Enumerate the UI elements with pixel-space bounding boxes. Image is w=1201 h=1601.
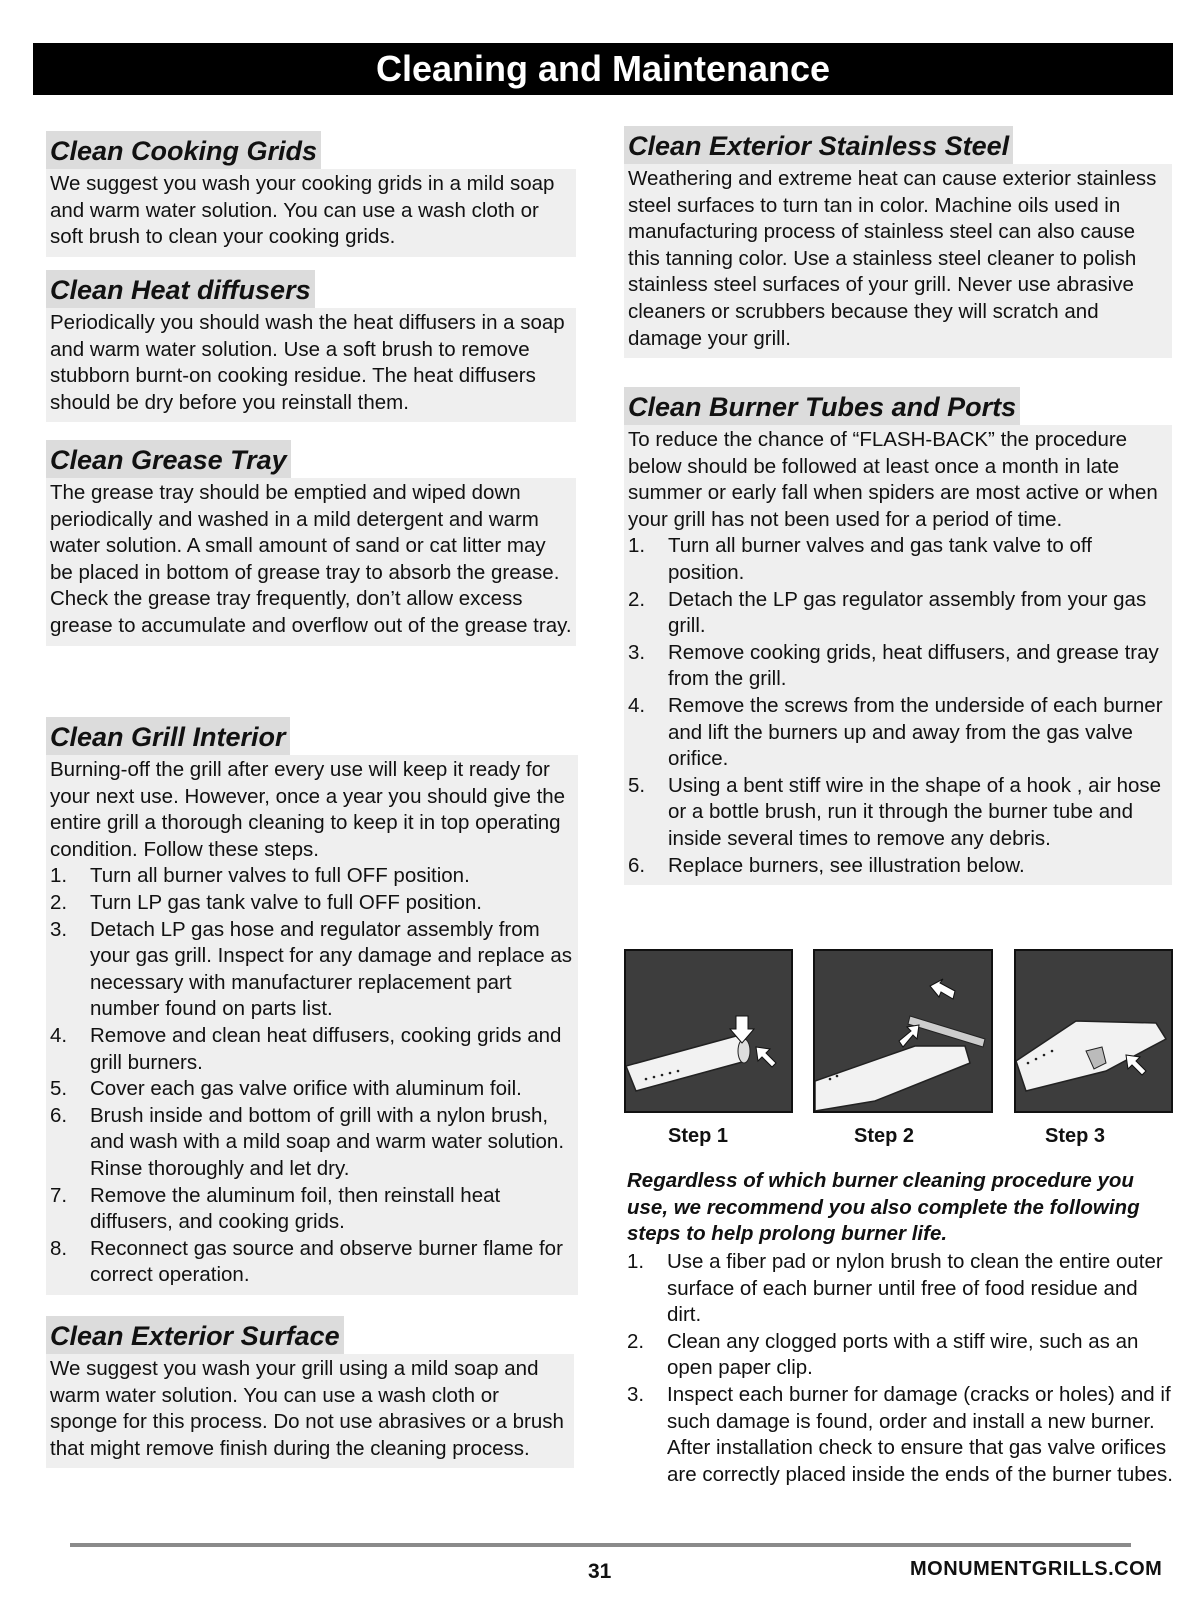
step3-label: Step 3 [1045,1125,1106,1147]
list-item [627,1329,1175,1382]
step-text: Turn all burner valves to full OFF position. [90,864,470,888]
step-number: 6. [50,1103,68,1127]
list-item [50,917,574,1023]
step-number: 2. [627,1329,645,1353]
step-list [628,533,1168,879]
step-text: Detach the LP gas regulator assembly from your gas grill. [668,587,1147,638]
recommendation-list [627,1249,1175,1488]
list-item [627,1249,1175,1329]
step-text: Inspect each burner for damage (cracks or holes) and if such damage is found, order and install a new burner. After installation check to ensure that gas valve orifices are correctly placed inside the ends of the burner tubes. [667,1382,1173,1486]
step-text: Replace burners, see illustration below. [668,853,1025,877]
step-number: 4. [50,1023,68,1047]
section-heading: Clean Burner Tubes and Ports [624,387,1020,425]
section-text: We suggest you wash your cooking grids in a mild soap and warm water solution. You can use a wash cloth or soft brush to clean your cooking grids. [50,172,555,249]
section-body [46,169,576,257]
step-text: Detach LP gas hose and regulator assembly from your gas grill. Inspect for any damage and replace as necessary with manufacturer replacement part number found on parts list. [90,917,573,1021]
list-item [50,890,574,917]
section-cooking-grids [46,131,576,257]
list-item [628,640,1168,693]
step-number: 6. [628,853,646,877]
list-item [50,1023,574,1076]
section-burner-tubes [624,387,1172,885]
section-stainless-steel [624,126,1172,358]
section-heading: Clean Heat diffusers [46,270,315,308]
section-heading: Clean Grill Interior [46,717,290,755]
section-heading: Clean Exterior Stainless Steel [624,126,1013,164]
section-text: Periodically you should wash the heat diffusers in a soap and warm water solution. Use a soft brush to remove stubborn burnt-on cooking residue. The heat diffusers should be dry before you reinstall them. [50,311,565,414]
section-exterior-surface [46,1316,574,1468]
section-heading: Clean Cooking Grids [46,131,321,169]
section-body [46,478,576,646]
page-number: 31 [588,1560,612,1583]
step-text: Using a bent stiff wire in the shape of a hook , air hose or a bottle brush, run it through the burner tube and inside several times to remove any debris. [668,773,1162,850]
section-text: We suggest you wash your grill using a mild soap and warm water solution. You can use a wash cloth or sponge for this process. Do not use abrasives or a brush that might remove finish during the cleaning process. [50,1357,564,1460]
step-text: Clean any clogged ports with a stiff wire, such as an open paper clip. [667,1329,1139,1380]
step-number: 3. [628,640,646,664]
section-intro: Burning-off the grill after every use will keep it ready for your next use. However, once a year you should give the entire grill a thorough cleaning to keep it in top operating condition. Follow these steps. [50,758,566,861]
section-body [46,1354,574,1468]
step1-illustration [624,949,793,1113]
step-number: 7. [50,1183,68,1207]
list-item [628,773,1168,853]
step-number: 2. [628,587,646,611]
recommendation-note: Regardless of which burner cleaning procedure you use, we recommend you also complete the following steps to help prolong burner life. [627,1169,1140,1246]
list-item [627,1382,1175,1488]
section-text: The grease tray should be emptied and wiped down periodically and washed in a mild detergent and warm water solution. A small amount of sand or cat litter may be placed in bottom of grease tray to absorb the grease. [50,481,560,584]
section-body [624,164,1172,358]
step-number: 8. [50,1236,68,1260]
section-heat-diffusers [46,270,576,422]
step-text: Remove the screws from the underside of each burner and lift the burners up and away from the gas valve orifice. [668,693,1163,771]
step-number: 1. [50,864,68,888]
section-heading: Clean Exterior Surface [46,1316,344,1354]
step-text: Brush inside and bottom of grill with a nylon brush, and wash with a mild soap and warm water solution. Rinse thoroughly and let dry. [90,1103,565,1180]
step-number: 1. [628,534,646,558]
step-text: Cover each gas valve orifice with aluminum foil. [90,1077,522,1101]
step-number: 2. [50,890,68,914]
step-list [50,863,574,1289]
step-text: Reconnect gas source and observe burner flame for correct operation. [90,1236,563,1287]
list-item [628,693,1168,773]
step-number: 5. [50,1077,68,1101]
list-item [50,1236,574,1289]
list-item [50,1103,574,1183]
footer-divider [70,1543,1131,1547]
step-text: Turn LP gas tank valve to full OFF position. [90,890,482,914]
section-body [624,425,1172,885]
section-text: Check the grease tray frequently, don’t allow excess grease to accumulate and overflow out of the grease tray. [50,587,572,637]
section-intro: To reduce the chance of “FLASH-BACK” the procedure below should be followed at least once a month in late summer or early fall when spiders are most active or when your grill has not been used for a period of time. [628,428,1158,531]
page-title: Cleaning and Maintenance [33,43,1173,95]
step3-illustration [1014,949,1173,1113]
list-item [50,1183,574,1236]
list-item [50,863,574,890]
step-list [627,1249,1175,1488]
step1-label: Step 1 [668,1125,729,1147]
list-item [50,1076,574,1103]
step-text: Remove cooking grids, heat diffusers, and grease tray from the grill. [668,640,1159,691]
website-url: MONUMENTGRILLS.COM [910,1558,1163,1580]
section-heading: Clean Grease Tray [46,440,291,478]
step-text: Use a fiber pad or nylon brush to clean the entire outer surface of each burner until free of food residue and dirt. [667,1250,1163,1327]
step-number: 3. [50,917,68,941]
step-text: Remove the aluminum foil, then reinstall heat diffusers, and cooking grids. [90,1183,501,1234]
step-text: Turn all burner valves and gas tank valve to off position. [668,534,1092,584]
step2-label: Step 2 [854,1125,915,1147]
step-number: 1. [627,1250,645,1273]
list-item [628,587,1168,640]
section-text: Weathering and extreme heat can cause exterior stainless steel surfaces to turn tan in color. Machine oils used in manufacturing process of stainless steel can also cause this tanning color. Use a stainless steel cleaner to polish stainless steel surfaces of your grill. Never use abrasive cleaners or scrubbers because they will scratch and damage your grill. [628,167,1157,350]
section-grill-interior [46,717,578,1295]
list-item [628,533,1168,586]
section-body [46,308,576,422]
step-number: 5. [628,773,646,797]
burner-illustrations [624,949,1172,1111]
section-grease-tray [46,440,576,646]
step-text: Remove and clean heat diffusers, cooking grids and grill burners. [90,1023,562,1074]
step-number: 3. [627,1382,645,1406]
step-number: 4. [628,693,646,717]
list-item [628,853,1168,880]
step2-illustration [813,949,993,1113]
section-body [46,755,578,1295]
